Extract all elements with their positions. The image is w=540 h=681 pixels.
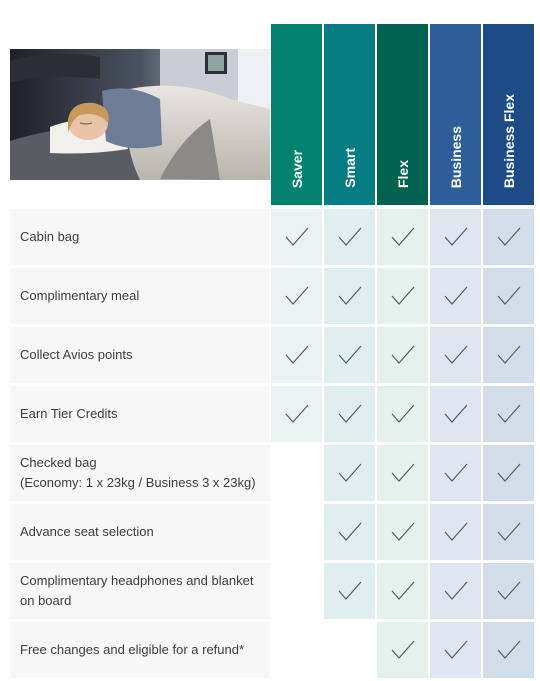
column-header-flex: [377, 24, 428, 205]
cell-flex: [377, 327, 428, 383]
checkmark-icon: [443, 639, 469, 661]
checkmark-icon: [443, 521, 469, 543]
table-row: [10, 563, 535, 619]
cell-smart: [324, 209, 375, 265]
cell-saver: [271, 327, 322, 383]
feature-label: [10, 445, 270, 501]
checkmark-icon: [284, 403, 310, 425]
cell-flex: [377, 209, 428, 265]
feature-label-text: Complimentary headphones and blanket on board: [20, 573, 254, 608]
checkmark-icon: [390, 580, 416, 602]
cell-business: [430, 445, 481, 501]
checkmark-icon: [496, 285, 522, 307]
checkmark-icon: [337, 580, 363, 602]
cell-smart: [324, 504, 375, 560]
checkmark-icon: [496, 462, 522, 484]
checkmark-icon: [284, 285, 310, 307]
column-header-label: Business Flex: [500, 93, 517, 188]
checkmark-icon: [443, 462, 469, 484]
checkmark-icon: [496, 344, 522, 366]
cell-flex: [377, 504, 428, 560]
feature-label: [10, 622, 270, 678]
column-header-label: Smart: [341, 148, 358, 188]
cell-business: [430, 504, 481, 560]
cell-saver: [271, 563, 322, 619]
checkmark-icon: [337, 521, 363, 543]
checkmark-icon: [337, 403, 363, 425]
cell-saver: [271, 622, 322, 678]
cell-smart: [324, 622, 375, 678]
cabin-photo: [10, 49, 270, 180]
feature-label-text: Advance seat selection: [20, 524, 154, 539]
cell-flex: [377, 622, 428, 678]
column-header-label: Flex: [394, 159, 411, 188]
cell-business: [430, 622, 481, 678]
cell-smart: [324, 563, 375, 619]
checkmark-icon: [284, 226, 310, 248]
cell-saver: [271, 504, 322, 560]
cell-saver: [271, 386, 322, 442]
column-header-smart: [324, 24, 375, 205]
cell-saver: [271, 268, 322, 324]
feature-label-text: Cabin bag: [20, 229, 80, 244]
cell-flex: [377, 268, 428, 324]
cell-flex: [377, 563, 428, 619]
feature-label: [10, 563, 270, 619]
checkmark-icon: [390, 226, 416, 248]
cell-business: [430, 209, 481, 265]
checkmark-icon: [496, 226, 522, 248]
checkmark-icon: [496, 580, 522, 602]
cell-business: [430, 563, 481, 619]
cell-saver: [271, 445, 322, 501]
column-header-business: [430, 24, 481, 205]
cell-flex: [377, 445, 428, 501]
cell-business: [430, 386, 481, 442]
cell-business-flex: [483, 622, 534, 678]
feature-label: [10, 268, 270, 324]
table-row: [10, 504, 535, 560]
cell-smart: [324, 327, 375, 383]
checkmark-icon: [337, 344, 363, 366]
table-row: [10, 268, 535, 324]
cell-business-flex: [483, 445, 534, 501]
column-header-business-flex: [483, 24, 534, 205]
cell-flex: [377, 386, 428, 442]
checkmark-icon: [443, 226, 469, 248]
table-row: [10, 209, 535, 265]
cell-business-flex: [483, 209, 534, 265]
checkmark-icon: [496, 403, 522, 425]
checkmark-icon: [390, 462, 416, 484]
cell-business: [430, 268, 481, 324]
cell-smart: [324, 386, 375, 442]
cell-smart: [324, 445, 375, 501]
table-row: [10, 327, 535, 383]
checkmark-icon: [337, 226, 363, 248]
checkmark-icon: [390, 285, 416, 307]
table-row: [10, 445, 535, 501]
checkmark-icon: [390, 344, 416, 366]
column-header-label: Saver: [288, 149, 305, 188]
feature-label-text: Complimentary meal: [20, 288, 140, 303]
checkmark-icon: [496, 521, 522, 543]
checkmark-icon: [337, 285, 363, 307]
feature-label: [10, 209, 270, 265]
feature-label-text: Earn Tier Credits: [20, 406, 118, 421]
checkmark-icon: [443, 403, 469, 425]
cell-business-flex: [483, 563, 534, 619]
feature-label: [10, 327, 270, 383]
checkmark-icon: [390, 521, 416, 543]
cell-smart: [324, 268, 375, 324]
feature-label-text: Collect Avios points: [20, 347, 133, 362]
checkmark-icon: [390, 403, 416, 425]
feature-label-text: Free changes and eligible for a refund*: [20, 642, 245, 657]
cell-business-flex: [483, 386, 534, 442]
column-header-saver: [271, 24, 322, 205]
table-row: [10, 622, 535, 678]
checkmark-icon: [390, 639, 416, 661]
cell-business-flex: [483, 268, 534, 324]
checkmark-icon: [337, 462, 363, 484]
column-header-label: Business: [447, 125, 464, 188]
cell-saver: [271, 209, 322, 265]
cell-business-flex: [483, 504, 534, 560]
feature-label-text: Checked bag (Economy: 1 x 23kg / Business 3 x 23kg): [20, 455, 256, 490]
checkmark-icon: [496, 639, 522, 661]
cell-business: [430, 327, 481, 383]
feature-label: [10, 386, 270, 442]
checkmark-icon: [443, 344, 469, 366]
table-row: [10, 386, 535, 442]
checkmark-icon: [443, 285, 469, 307]
cell-business-flex: [483, 327, 534, 383]
checkmark-icon: [443, 580, 469, 602]
checkmark-icon: [284, 344, 310, 366]
feature-label: [10, 504, 270, 560]
